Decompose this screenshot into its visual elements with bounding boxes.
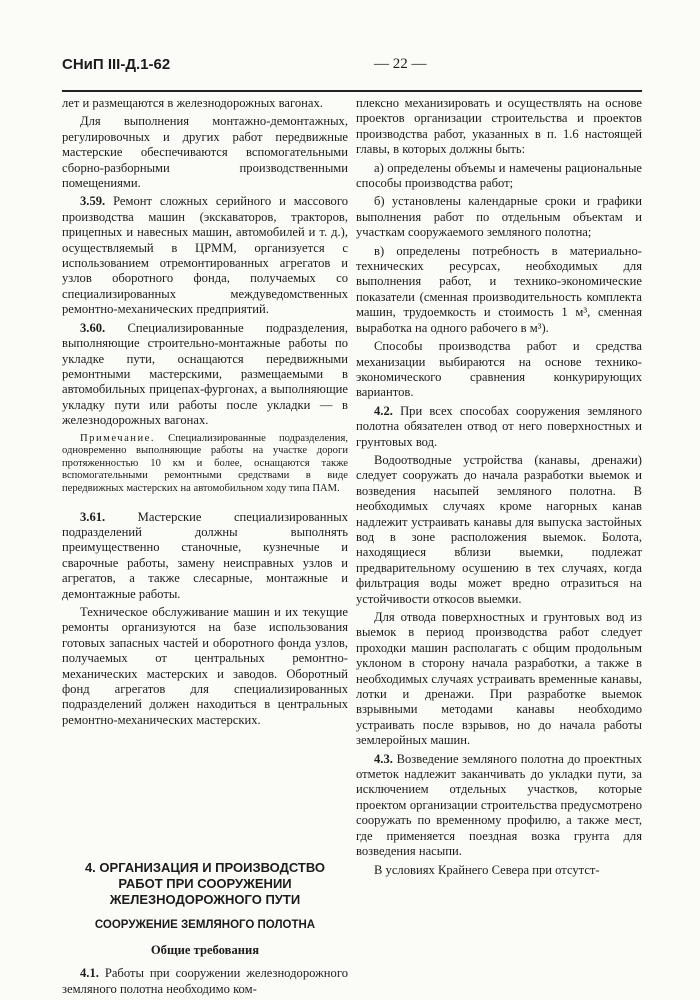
paragraph: В условиях Крайнего Севера при отсутст- [374, 862, 600, 877]
note [62, 433, 348, 496]
section-4-1 [62, 966, 348, 997]
right-column [356, 96, 642, 881]
section-4-3 [356, 752, 642, 860]
list-item-v: в) определены потребность в материально-технических ресурсах, необходимых для выполнения работ, и технико-экономические показатели (сменная производительность комплекта машин, трудоемкость и стоимость 1 м³, сменная выработка на одного рабочего в м³). [356, 243, 642, 335]
note-text: Специализированные подразделения, одновременно выполняющие работы на участке дороги протяженностью 10 км и более, оснащаются также вспомогательными ремонтными средствами в виде передвижных мастерских на автомобильном ходу типа ПАМ. [62, 432, 348, 494]
paragraph: лет и размещаются в железнодорожных вагонах. [62, 96, 323, 110]
document-code: СНиП III-Д.1-62 [62, 56, 171, 73]
section-4-2 [356, 404, 642, 450]
section-number: 3.61. [80, 509, 106, 524]
section-3-59 [62, 194, 348, 317]
section-number: 3.60. [80, 320, 106, 335]
section-text: Специализированные подразделения, выполняющие строительно-монтажные работы по укладке пути, оснащаются передвижными ремонтными мастерскими, размещаемыми в автомобильных прицепах-фургонах, а выполняющие укладку пути или работы после укладки — в железнодорожных вагонах. [62, 320, 348, 428]
header-rule [62, 90, 642, 92]
section-text: При всех способах сооружения земляного полотна обязателен отвод от него поверхностных и грунтовых вод. [356, 403, 642, 449]
list-item-b: б) установлены календарные сроки и графики выполнения работ по отдельным объектам и участкам сооружаемого земляного полотна; [356, 194, 642, 240]
paragraph: плексно механизировать и осуществлять на основе проектов организации строительства и проектов производства работ, указанных в п. 1.6 настоящей главы, в которых должны быть: [356, 96, 642, 157]
section-number: 3.59. [80, 194, 106, 209]
general-requirements-heading: Общие требования [150, 943, 260, 958]
paragraph: Способы производства работ и средства механизации выбираются на основе технико-экономического сравнения конкурирующих вариантов. [356, 339, 642, 400]
list-item-a: а) определены объемы и намечены рациональные способы производства работ; [356, 160, 642, 191]
left-column [62, 96, 348, 1000]
page-number: — 22 — [374, 56, 427, 72]
section-number: 4.1. [80, 966, 99, 981]
section-3-61 [62, 510, 348, 602]
section-text: Возведение земляного полотна до проектных отметок надлежит заканчивать до укладки пути, за исключением отдельных участков, которые проектом организации строительства предусмотрено сооружать по временному профилю, а также мест, где применяется поездная возка грунта для возведения насыпи. [356, 751, 642, 859]
paragraph: Для отвода поверхностных и грунтовых вод из выемок в период производства работ следует проходки машин располагать с общим продольным уклоном в сторону начала разработки, а также в необходимых случаях устраивать временные канавы, лотки и дренажи. При разработке выемок взрывными методами канавы необходимо устраивать после взрывов, но до начала работы землеройных машин. [356, 610, 642, 748]
section-number: 4.3. [374, 751, 393, 766]
section-text: Работы при сооружении железнодорожного земляного полотна необходимо ком- [62, 966, 348, 996]
section-text: Мастерские специализированных подразделений должны выполнять преимущественно станочные, кузнечные и сварочные работы, замену неисправных узлов и агрегатов, а также слесарные, монтажные и демонтажные работы. [62, 509, 348, 601]
chapter-heading: 4. ОРГАНИЗАЦИЯ И ПРОИЗВОДСТВО РАБОТ ПРИ СООРУЖЕНИИ ЖЕЛЕЗНОДОРОЖНОГО ПУТИ [84, 860, 326, 908]
page-header [62, 56, 642, 82]
paragraph: Водоотводные устройства (канавы, дренажи) следует сооружать до начала разработки выемок и возведения насыпей земляного полотна. В необходимых случаях кроме нагорных канав надлежит устраивать канавы для выпуска застойных вод в зоне расположения выемок. Болота, находящиеся вблизи выемки, подлежат предварительному осушению в тех случаях, когда фильтрация воды может вредно отразиться на устойчивости откосов выемки. [356, 452, 642, 606]
subsection-heading: СООРУЖЕНИЕ ЗЕМЛЯНОГО ПОЛОТНА [94, 919, 316, 932]
paragraph: Для выполнения монтажно-демонтажных, регулировочных и других работ передвижные мастерские обеспечиваются вспомогательными сборно-разборными производственными помещениями. [62, 114, 348, 191]
section-number: 4.2. [374, 403, 393, 418]
note-label: Примечание. [80, 432, 155, 444]
section-3-60 [62, 321, 348, 429]
paragraph: Техническое обслуживание машин и их текущие ремонты организуются на базе использования готовых запасных частей и оборотного фонда узлов, получаемых от центральных ремонтно-механических мастерских и заводов. Оборотный фонд агрегатов для специализированных подразделений должен находиться в центральных ремонтно-механических мастерских. [62, 604, 348, 727]
section-text: Ремонт сложных серийного и массового производства машин (экскаваторов, тракторов, прицепных и навесных машин, автомобилей и т. д.), осуществляемый в ЦРММ, организуется с использованием отремонтированных агрегатов и узлов оборотного фонда, получаемых со специализированных междуведомственных ремонтно-механических предприятий. [62, 194, 348, 317]
